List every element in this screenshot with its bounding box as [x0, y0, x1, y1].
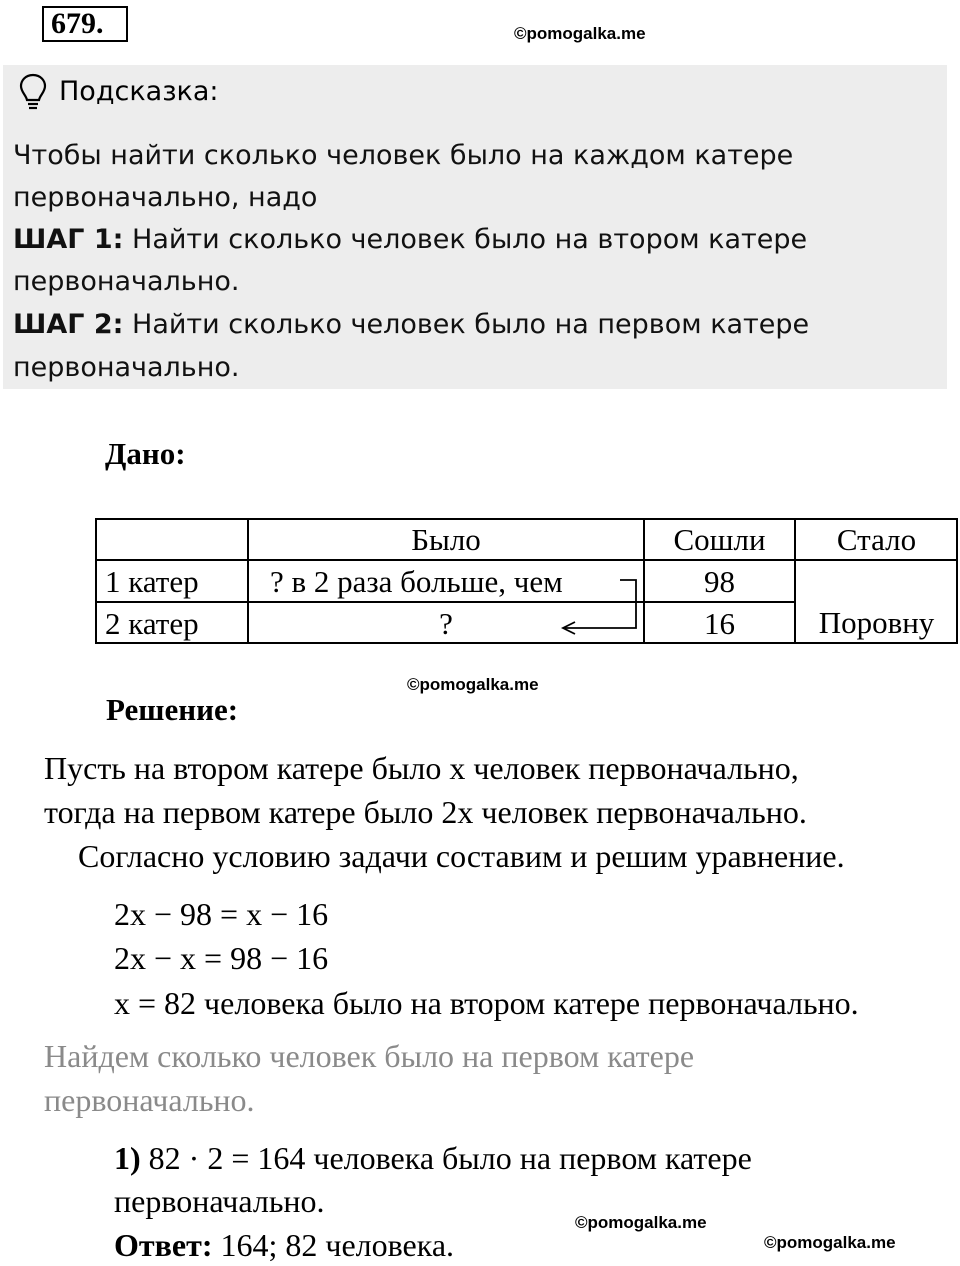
hint-step2: [13, 304, 809, 346]
table-row1-was: ? в 2 раза больше, чем: [270, 564, 563, 599]
gray-line2: первоначально.: [44, 1082, 255, 1118]
answer-label: Ответ:: [114, 1227, 213, 1263]
lightbulb-icon: [18, 72, 48, 112]
step-1-cont: первоначально.: [114, 1183, 325, 1219]
hint-intro-line1: Чтобы найти сколько человек было на каждом катере: [13, 140, 794, 171]
given-heading: Дано:: [105, 436, 186, 471]
table-header-became: Стало: [836, 522, 917, 557]
step-1-text: 82 · 2 = 164 человека было на первом катере: [140, 1140, 752, 1176]
step2-label: ШАГ 2:: [13, 309, 124, 340]
hint-intro-line2: первоначально, надо: [13, 182, 318, 213]
task-number: 679.: [42, 6, 128, 42]
watermark-top: ©pomogalka.me: [514, 24, 646, 43]
solution-line1: Пусть на втором катере было x человек первоначально,: [44, 750, 799, 786]
step1-label: ШАГ 1:: [13, 224, 124, 255]
table-row1-left: 98: [704, 564, 735, 599]
watermark-bottom2: ©pomogalka.me: [764, 1233, 896, 1252]
watermark-middle: ©pomogalka.me: [407, 675, 539, 694]
solution-line3: Согласно условию задачи составим и решим уравнение.: [78, 838, 845, 874]
hint-step1-cont: первоначально.: [13, 266, 240, 297]
table-became-value: Поровну: [818, 605, 935, 640]
table-header-was: Было: [411, 522, 481, 557]
table-header-left: Сошли: [673, 522, 766, 557]
solution-heading: Решение:: [106, 692, 239, 727]
gray-line1: Найдем сколько человек было на первом катере: [44, 1038, 695, 1074]
hint-title: Подсказка:: [59, 76, 219, 107]
equation-3: x = 82 человека было на втором катере первоначально.: [114, 985, 859, 1021]
solution-line2: тогда на первом катере было 2x человек первоначально.: [44, 794, 807, 830]
equation-1: 2x − 98 = x − 16: [114, 896, 329, 932]
step-1-number: 1): [114, 1140, 141, 1176]
answer-line: [114, 1224, 454, 1266]
table-row1-label: 1 катер: [105, 564, 199, 599]
table-row2-left: 16: [704, 606, 735, 641]
step2-text: Найти сколько человек было на первом катере: [123, 309, 810, 340]
table-row2-label: 2 катер: [105, 606, 199, 641]
step-1: [114, 1137, 752, 1179]
answer-text: 164; 82 человека.: [212, 1227, 455, 1263]
watermark-bottom1: ©pomogalka.me: [575, 1213, 707, 1232]
hint-step2-cont: первоначально.: [13, 352, 240, 383]
hint-step1: [13, 219, 807, 261]
step1-text: Найти сколько человек было на втором катере: [123, 224, 808, 255]
equation-2: 2x − x = 98 − 16: [114, 940, 329, 976]
table-row2-was: ?: [439, 606, 453, 641]
